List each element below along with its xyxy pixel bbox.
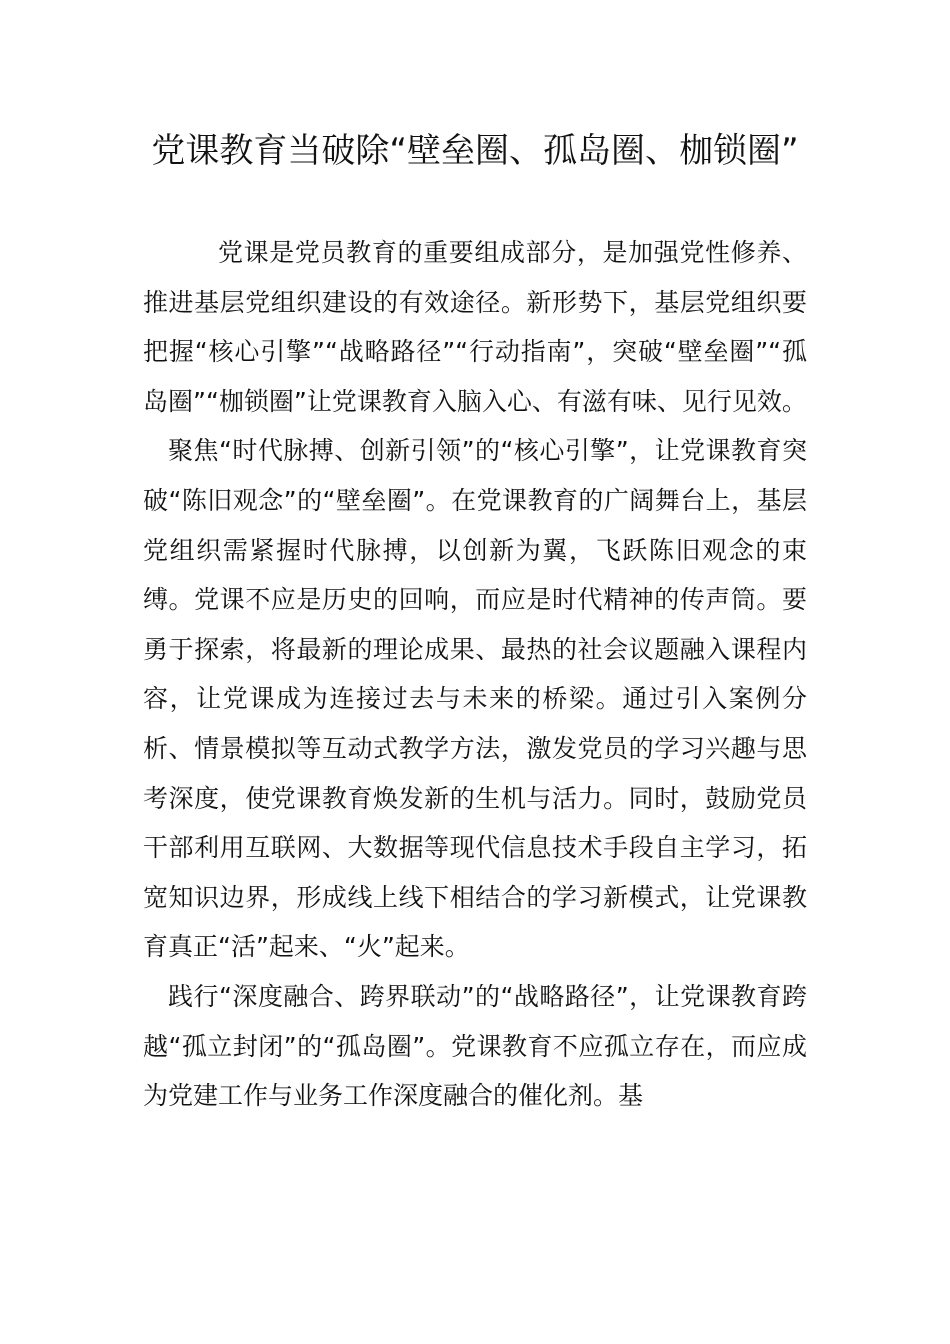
paragraph-strategic-path: 践行“深度融合、跨界联动”的“战略路径”，让党课教育跨越“孤立封闭”的“孤岛圈”。党课教育不应孤立存在，而应成为党建工作与业务工作深度融合的催化剂。基 [143,981,807,1111]
paragraph-core-engine: 聚焦“时代脉搏、创新引领”的“核心引擎”，让党课教育突破“陈旧观念”的“壁垒圈”。在党课教育的广阔舞台上，基层党组织需紧握时代脉搏，以创新为翼，飞跃陈旧观念的束缚。党课不应是历史的回响，而应是时代精神的传声筒。要勇于探索，将最新的理论成果、最热的社会议题融入课程内容，让党课成为连接过去与未来的桥梁。通过引入案例分析、情景模拟等互动式教学方法，激发党员的学习兴趣与思考深度，使党课教育焕发新的生机与活力。同时，鼓励党员干部利用互联网、大数据等现代信息技术手段自主学习，拓宽知识边界，形成线上线下相结合的学习新模式，让党课教育真正“活”起来、“火”起来。 [143,436,807,962]
document-title: 党课教育当破除“壁垒圈、孤岛圈、枷锁圈” [151,131,799,171]
document-body [143,228,807,1121]
paragraph-intro: 党课是党员教育的重要组成部分，是加强党性修养、推进基层党组织建设的有效途径。新形势下，基层党组织要把握“核心引擎”“战略路径”“行动指南”，突破“壁垒圈”“孤岛圈”“枷锁圈”让党课教育入脑入心、有滋有味、见行见效。 [143,238,807,416]
